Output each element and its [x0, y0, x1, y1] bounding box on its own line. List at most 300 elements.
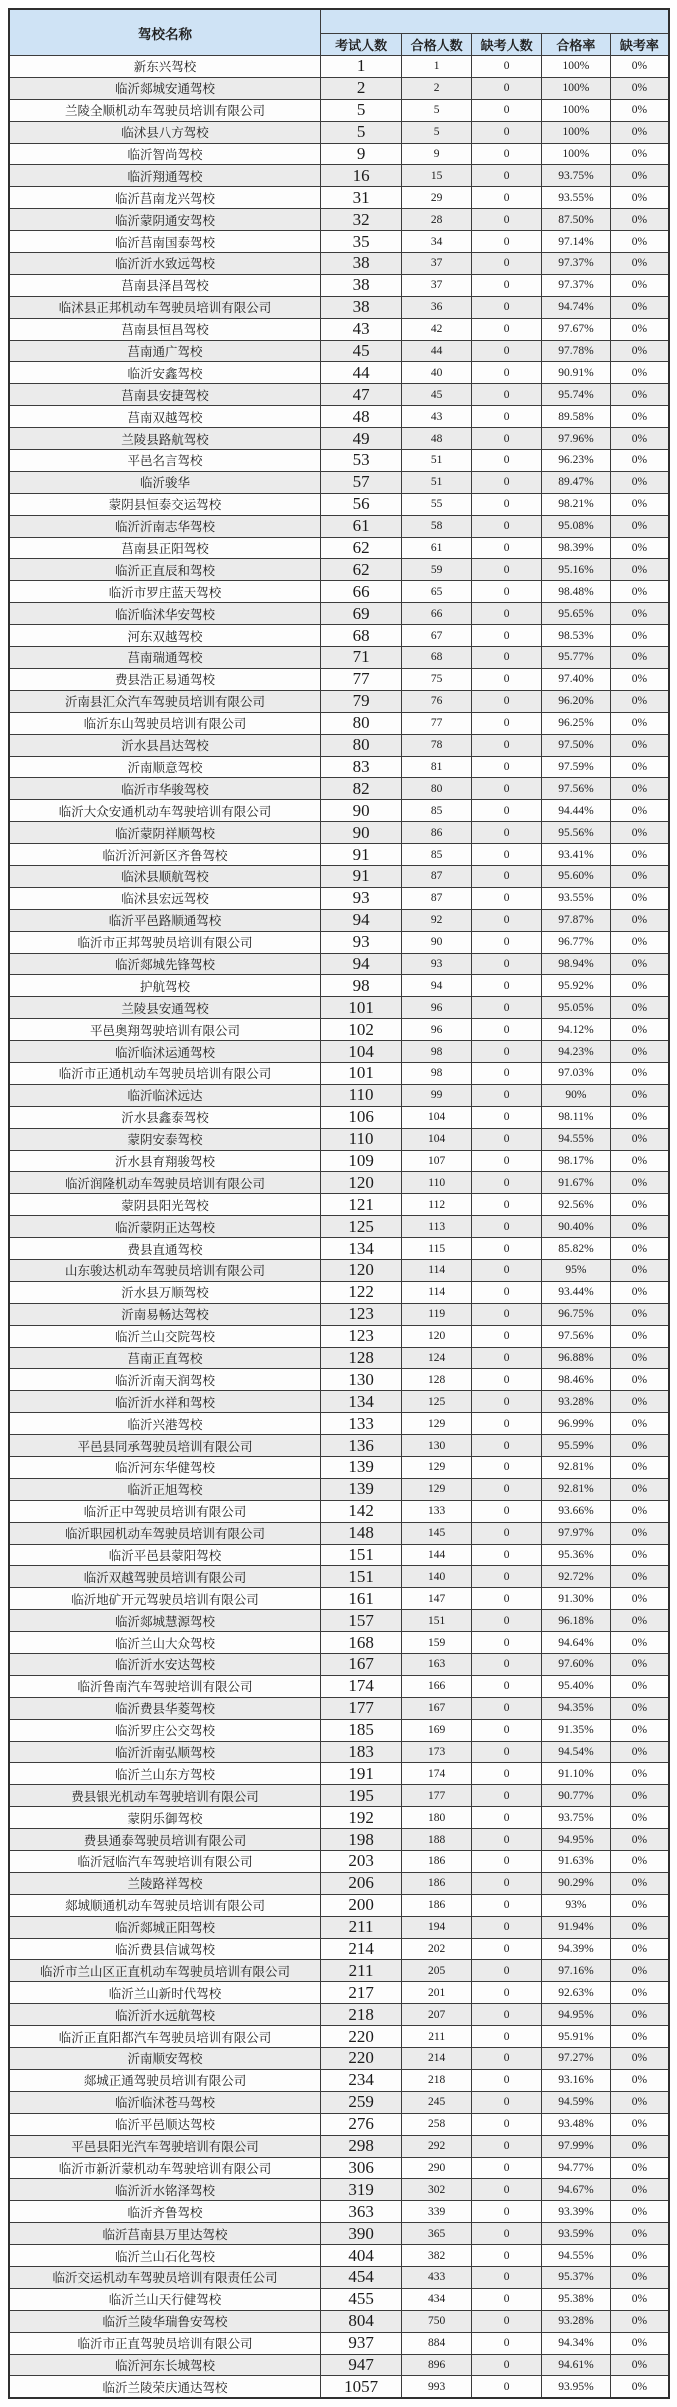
- pass-rate-cell: 95%: [542, 1259, 611, 1281]
- pass-rate-cell: 94.95%: [542, 1829, 611, 1851]
- pass-rate-cell: 98.11%: [542, 1106, 611, 1128]
- absent-count-cell: 0: [472, 1851, 542, 1873]
- table-row: [9, 756, 669, 778]
- pass-rate-cell: 93.16%: [542, 2069, 611, 2091]
- absent-count-cell: 0: [472, 209, 542, 231]
- pass-rate-cell: 93.95%: [542, 2376, 611, 2398]
- school-name-cell: 临沂职园机动车驾驶员培训有限公司: [9, 1522, 321, 1544]
- pass-count-cell: 110: [402, 1172, 472, 1194]
- absent-count-cell: 0: [472, 581, 542, 603]
- table-row: [9, 121, 669, 143]
- absent-rate-cell: 0%: [610, 1719, 669, 1741]
- school-name-cell: 临沂兰陵荣庆通达驾校: [9, 2376, 321, 2398]
- absent-rate-cell: 0%: [610, 1325, 669, 1347]
- absent-rate-cell: 0%: [610, 1960, 669, 1982]
- exam-count-cell: 71: [321, 647, 402, 669]
- absent-count-cell: 0: [472, 1303, 542, 1325]
- pass-rate-cell: 95.36%: [542, 1544, 611, 1566]
- pass-count-cell: 68: [402, 647, 472, 669]
- exam-count-cell: 94: [321, 953, 402, 975]
- pass-count-cell: 40: [402, 362, 472, 384]
- table-row: [9, 1916, 669, 1938]
- exam-count-cell: 947: [321, 2354, 402, 2376]
- table-row: [9, 953, 669, 975]
- pass-rate-cell: 94.44%: [542, 800, 611, 822]
- pass-count-cell: 34: [402, 231, 472, 253]
- pass-count-cell: 166: [402, 1675, 472, 1697]
- school-name-cell: 临沂沂河新区齐鲁驾校: [9, 844, 321, 866]
- pass-rate-cell: 94.61%: [542, 2354, 611, 2376]
- table-row: [9, 690, 669, 712]
- exam-count-cell: 82: [321, 778, 402, 800]
- absent-rate-cell: 0%: [610, 2179, 669, 2201]
- exam-count-cell: 47: [321, 384, 402, 406]
- school-name-cell: 费县直通驾校: [9, 1238, 321, 1260]
- table-row: [9, 2091, 669, 2113]
- absent-rate-cell: 0%: [610, 1500, 669, 1522]
- exam-count-cell: 167: [321, 1654, 402, 1676]
- exam-count-cell: 319: [321, 2179, 402, 2201]
- absent-count-cell: 0: [472, 1500, 542, 1522]
- school-name-cell: 临沭县宏远驾校: [9, 887, 321, 909]
- exam-count-cell: 142: [321, 1500, 402, 1522]
- absent-rate-cell: 0%: [610, 209, 669, 231]
- pass-count-cell: 120: [402, 1325, 472, 1347]
- pass-rate-cell: 96.25%: [542, 712, 611, 734]
- absent-count-cell: 0: [472, 515, 542, 537]
- absent-rate-cell: 0%: [610, 1566, 669, 1588]
- absent-rate-cell: 0%: [610, 712, 669, 734]
- exam-count-cell: 211: [321, 1916, 402, 1938]
- pass-rate-cell: 94.67%: [542, 2179, 611, 2201]
- absent-count-cell: 0: [472, 56, 542, 78]
- exam-count-cell: 134: [321, 1238, 402, 1260]
- pass-rate-cell: 94.64%: [542, 1632, 611, 1654]
- table-row: [9, 384, 669, 406]
- school-name-cell: 临沂市兰山区正直机动车驾驶员培训有限公司: [9, 1960, 321, 1982]
- absent-rate-cell: 0%: [610, 99, 669, 121]
- absent-rate-cell: 0%: [610, 384, 669, 406]
- school-name-cell: 莒南县正阳驾校: [9, 537, 321, 559]
- pass-count-cell: 434: [402, 2288, 472, 2310]
- pass-rate-cell: 95.38%: [542, 2288, 611, 2310]
- exam-count-cell: 218: [321, 2004, 402, 2026]
- table-row: [9, 2288, 669, 2310]
- pass-count-cell: 96: [402, 1019, 472, 1041]
- table-row: [9, 975, 669, 997]
- school-name-cell: 临沂正旭驾校: [9, 1478, 321, 1500]
- pass-rate-cell: 96.75%: [542, 1303, 611, 1325]
- table-row: [9, 1457, 669, 1479]
- exam-count-cell: 94: [321, 909, 402, 931]
- absent-count-cell: 0: [472, 559, 542, 581]
- exam-count-cell: 217: [321, 1982, 402, 2004]
- pass-count-cell: 140: [402, 1566, 472, 1588]
- absent-rate-cell: 0%: [610, 1829, 669, 1851]
- table-row: [9, 2332, 669, 2354]
- exam-count-cell: 455: [321, 2288, 402, 2310]
- absent-rate-cell: 0%: [610, 2026, 669, 2048]
- absent-rate-cell: 0%: [610, 603, 669, 625]
- absent-rate-cell: 0%: [610, 1938, 669, 1960]
- absent-count-cell: 0: [472, 1019, 542, 1041]
- pass-count-cell: 78: [402, 734, 472, 756]
- exam-count-cell: 206: [321, 1872, 402, 1894]
- exam-count-cell: 101: [321, 1062, 402, 1084]
- school-name-cell: 莒南瑞通驾校: [9, 647, 321, 669]
- absent-count-cell: 0: [472, 668, 542, 690]
- school-name-cell: 临沂临沭华安驾校: [9, 603, 321, 625]
- pass-count-cell: 75: [402, 668, 472, 690]
- exam-count-cell: 122: [321, 1281, 402, 1303]
- pass-rate-cell: 92.81%: [542, 1457, 611, 1479]
- exam-count-cell: 139: [321, 1457, 402, 1479]
- pass-rate-cell: 95.56%: [542, 822, 611, 844]
- absent-count-cell: 0: [472, 690, 542, 712]
- absent-rate-cell: 0%: [610, 1084, 669, 1106]
- absent-rate-cell: 0%: [610, 559, 669, 581]
- school-name-cell: 临沂智尚驾校: [9, 143, 321, 165]
- pass-rate-cell: 93.55%: [542, 887, 611, 909]
- table-row: [9, 143, 669, 165]
- pass-count-cell: 45: [402, 384, 472, 406]
- pass-count-cell: 145: [402, 1522, 472, 1544]
- school-name-cell: 护航驾校: [9, 975, 321, 997]
- absent-count-cell: 0: [472, 909, 542, 931]
- school-name-cell: 临沂沂南弘顺驾校: [9, 1741, 321, 1763]
- exam-count-cell: 198: [321, 1829, 402, 1851]
- school-name-cell: 临沂沂水祥和驾校: [9, 1391, 321, 1413]
- absent-rate-cell: 0%: [610, 1216, 669, 1238]
- school-name-cell: 临沂翔通驾校: [9, 165, 321, 187]
- absent-rate-cell: 0%: [610, 778, 669, 800]
- pass-rate-cell: 94.59%: [542, 2091, 611, 2113]
- table-body: [9, 56, 669, 2399]
- pass-count-cell: 48: [402, 428, 472, 450]
- pass-rate-cell: 95.37%: [542, 2266, 611, 2288]
- absent-count-cell: 0: [472, 1041, 542, 1063]
- school-name-cell: 临沂正直阳都汽车驾驶员培训有限公司: [9, 2026, 321, 2048]
- absent-rate-cell: 0%: [610, 77, 669, 99]
- pass-count-cell: 66: [402, 603, 472, 625]
- pass-rate-cell: 94.34%: [542, 2332, 611, 2354]
- school-name-cell: 临沂鲁南汽车驾驶培训有限公司: [9, 1675, 321, 1697]
- absent-count-cell: 0: [472, 1872, 542, 1894]
- pass-count-cell: 186: [402, 1872, 472, 1894]
- pass-rate-cell: 94.74%: [542, 296, 611, 318]
- table-row: [9, 712, 669, 734]
- absent-count-cell: 0: [472, 143, 542, 165]
- absent-rate-cell: 0%: [610, 931, 669, 953]
- absent-count-cell: 0: [472, 1916, 542, 1938]
- absent-rate-cell: 0%: [610, 1675, 669, 1697]
- school-name-cell: 临沂齐鲁驾校: [9, 2201, 321, 2223]
- pass-count-cell: 151: [402, 1610, 472, 1632]
- pass-rate-cell: 93.28%: [542, 2310, 611, 2332]
- absent-rate-cell: 0%: [610, 953, 669, 975]
- pass-rate-cell: 95.65%: [542, 603, 611, 625]
- exam-count-cell: 214: [321, 1938, 402, 1960]
- pass-rate-cell: 98.53%: [542, 625, 611, 647]
- exam-count-cell: 109: [321, 1150, 402, 1172]
- table-row: [9, 2135, 669, 2157]
- absent-count-cell: 0: [472, 1413, 542, 1435]
- table-row: [9, 2004, 669, 2026]
- table-row: [9, 165, 669, 187]
- pass-rate-cell: 90.77%: [542, 1785, 611, 1807]
- exam-count-cell: 123: [321, 1325, 402, 1347]
- school-name-cell: 临沂罗庄公交驾校: [9, 1719, 321, 1741]
- absent-count-cell: 0: [472, 1172, 542, 1194]
- pass-rate-cell: 100%: [542, 77, 611, 99]
- absent-count-cell: 0: [472, 2354, 542, 2376]
- pass-rate-cell: 97.03%: [542, 1062, 611, 1084]
- pass-count-cell: 194: [402, 1916, 472, 1938]
- table-row: [9, 1807, 669, 1829]
- absent-count-cell: 0: [472, 822, 542, 844]
- absent-rate-cell: 0%: [610, 143, 669, 165]
- table-row: [9, 2245, 669, 2267]
- pass-count-cell: 129: [402, 1413, 472, 1435]
- exam-count-cell: 44: [321, 362, 402, 384]
- table-row: [9, 887, 669, 909]
- absent-rate-cell: 0%: [610, 800, 669, 822]
- absent-count-cell: 0: [472, 1807, 542, 1829]
- absent-count-cell: 0: [472, 2179, 542, 2201]
- absent-rate-cell: 0%: [610, 865, 669, 887]
- pass-rate-cell: 95.05%: [542, 997, 611, 1019]
- table-row: [9, 1785, 669, 1807]
- absent-count-cell: 0: [472, 471, 542, 493]
- absent-rate-cell: 0%: [610, 406, 669, 428]
- school-name-cell: 费县银光机动车驾驶培训有限公司: [9, 1785, 321, 1807]
- pass-rate-cell: 91.67%: [542, 1172, 611, 1194]
- absent-rate-cell: 0%: [610, 2266, 669, 2288]
- pass-count-cell: 37: [402, 253, 472, 275]
- absent-count-cell: 0: [472, 1741, 542, 1763]
- absent-count-cell: 0: [472, 2091, 542, 2113]
- pass-count-cell: 218: [402, 2069, 472, 2091]
- absent-count-cell: 0: [472, 1391, 542, 1413]
- table-row: [9, 1238, 669, 1260]
- exam-count-cell: 2: [321, 77, 402, 99]
- pass-rate-cell: 95.16%: [542, 559, 611, 581]
- exam-count-cell: 161: [321, 1588, 402, 1610]
- absent-rate-cell: 0%: [610, 1478, 669, 1500]
- exam-count-cell: 183: [321, 1741, 402, 1763]
- pass-rate-cell: 94.95%: [542, 2004, 611, 2026]
- absent-rate-cell: 0%: [610, 647, 669, 669]
- exam-count-cell: 1: [321, 56, 402, 78]
- pass-rate-cell: 90.29%: [542, 1872, 611, 1894]
- pass-rate-cell: 92.63%: [542, 1982, 611, 2004]
- exam-count-cell: 454: [321, 2266, 402, 2288]
- absent-count-cell: 0: [472, 1829, 542, 1851]
- absent-count-cell: 0: [472, 2069, 542, 2091]
- pass-count-cell: 124: [402, 1347, 472, 1369]
- table-row: [9, 362, 669, 384]
- pass-rate-cell: 97.27%: [542, 2048, 611, 2070]
- table-row: [9, 1872, 669, 1894]
- school-name-cell: 临沂沂水致远驾校: [9, 253, 321, 275]
- pass-rate-cell: 90%: [542, 1084, 611, 1106]
- pass-rate-cell: 96.20%: [542, 690, 611, 712]
- absent-count-cell: 0: [472, 296, 542, 318]
- absent-count-cell: 0: [472, 1062, 542, 1084]
- table-row: [9, 2113, 669, 2135]
- pass-rate-cell: 89.58%: [542, 406, 611, 428]
- pass-rate-cell: 90.40%: [542, 1216, 611, 1238]
- absent-count-cell: 0: [472, 493, 542, 515]
- exam-count-cell: 53: [321, 450, 402, 472]
- pass-count-cell: 169: [402, 1719, 472, 1741]
- pass-count-cell: 81: [402, 756, 472, 778]
- absent-count-cell: 0: [472, 1369, 542, 1391]
- absent-count-cell: 0: [472, 2201, 542, 2223]
- absent-rate-cell: 0%: [610, 625, 669, 647]
- absent-rate-cell: 0%: [610, 2376, 669, 2398]
- absent-rate-cell: 0%: [610, 690, 669, 712]
- school-name-cell: 兰陵县路航驾校: [9, 428, 321, 450]
- table-row: [9, 2048, 669, 2070]
- absent-rate-cell: 0%: [610, 231, 669, 253]
- table-row: [9, 1763, 669, 1785]
- absent-count-cell: 0: [472, 887, 542, 909]
- table-row: [9, 2179, 669, 2201]
- absent-rate-cell: 0%: [610, 362, 669, 384]
- table-row: [9, 2069, 669, 2091]
- absent-rate-cell: 0%: [610, 1019, 669, 1041]
- exam-count-cell: 804: [321, 2310, 402, 2332]
- table-row: [9, 187, 669, 209]
- absent-rate-cell: 0%: [610, 1413, 669, 1435]
- absent-rate-cell: 0%: [610, 1194, 669, 1216]
- table-row: [9, 1675, 669, 1697]
- school-name-cell: 莒南双越驾校: [9, 406, 321, 428]
- absent-rate-cell: 0%: [610, 296, 669, 318]
- pass-count-cell: 29: [402, 187, 472, 209]
- exam-count-cell: 203: [321, 1851, 402, 1873]
- school-name-cell: 临沂冠临汽车驾驶培训有限公司: [9, 1851, 321, 1873]
- school-name-cell: 费县浩正易通驾校: [9, 668, 321, 690]
- school-name-cell: 莒南县恒昌驾校: [9, 318, 321, 340]
- pass-rate-cell: 97.16%: [542, 1960, 611, 1982]
- school-name-cell: 临沂平邑县蒙阳驾校: [9, 1544, 321, 1566]
- pass-rate-cell: 91.63%: [542, 1851, 611, 1873]
- exam-count-cell: 83: [321, 756, 402, 778]
- pass-count-cell: 750: [402, 2310, 472, 2332]
- exam-count-cell: 211: [321, 1960, 402, 1982]
- pass-count-cell: 177: [402, 1785, 472, 1807]
- absent-count-cell: 0: [472, 1960, 542, 1982]
- absent-rate-cell: 0%: [610, 997, 669, 1019]
- pass-rate-cell: 95.08%: [542, 515, 611, 537]
- pass-count-cell: 43: [402, 406, 472, 428]
- table-row: [9, 1041, 669, 1063]
- absent-rate-cell: 0%: [610, 274, 669, 296]
- pass-rate-cell: 97.67%: [542, 318, 611, 340]
- exam-count-cell: 259: [321, 2091, 402, 2113]
- table-row: [9, 1741, 669, 1763]
- pass-count-cell: 114: [402, 1259, 472, 1281]
- absent-count-cell: 0: [472, 953, 542, 975]
- school-name-cell: 沂水县育翔骏驾校: [9, 1150, 321, 1172]
- table-row: [9, 1588, 669, 1610]
- school-name-cell: 兰陵全顺机动车驾驶员培训有限公司: [9, 99, 321, 121]
- pass-rate-cell: 98.94%: [542, 953, 611, 975]
- pass-count-cell: 86: [402, 822, 472, 844]
- pass-count-cell: 113: [402, 1216, 472, 1238]
- exam-count-cell: 16: [321, 165, 402, 187]
- absent-rate-cell: 0%: [610, 1894, 669, 1916]
- exam-count-cell: 306: [321, 2157, 402, 2179]
- school-name-cell: 临沂平邑顺达驾校: [9, 2113, 321, 2135]
- pass-rate-cell: 96.77%: [542, 931, 611, 953]
- absent-rate-cell: 0%: [610, 471, 669, 493]
- pass-count-cell: 159: [402, 1632, 472, 1654]
- pass-count-cell: 1: [402, 56, 472, 78]
- pass-count-cell: 87: [402, 887, 472, 909]
- school-name-cell: 临沂市正通机动车驾驶员培训有限公司: [9, 1062, 321, 1084]
- pass-count-cell: 112: [402, 1194, 472, 1216]
- school-name-cell: 平邑奥翔驾驶培训有限公司: [9, 1019, 321, 1041]
- pass-rate-cell: 91.10%: [542, 1763, 611, 1785]
- school-name-cell: 临沂临沭远达: [9, 1084, 321, 1106]
- pass-count-cell: 202: [402, 1938, 472, 1960]
- absent-count-cell: 0: [472, 99, 542, 121]
- absent-count-cell: 0: [472, 2135, 542, 2157]
- table-row: [9, 734, 669, 756]
- school-name-cell: 临沂郯城安通驾校: [9, 77, 321, 99]
- school-name-cell: 沂水县昌达驾校: [9, 734, 321, 756]
- absent-count-cell: 0: [472, 1675, 542, 1697]
- pass-rate-cell: 100%: [542, 56, 611, 78]
- absent-count-cell: 0: [472, 2223, 542, 2245]
- exam-count-cell: 168: [321, 1632, 402, 1654]
- absent-count-cell: 0: [472, 231, 542, 253]
- pass-count-cell: 59: [402, 559, 472, 581]
- absent-count-cell: 0: [472, 1128, 542, 1150]
- exam-count-cell: 80: [321, 734, 402, 756]
- exam-count-cell: 110: [321, 1128, 402, 1150]
- table-row: [9, 1347, 669, 1369]
- pass-count-cell: 98: [402, 1041, 472, 1063]
- school-name-cell: 临沂双越驾驶员培训有限公司: [9, 1566, 321, 1588]
- table-row: [9, 1829, 669, 1851]
- pass-rate-cell: 97.37%: [542, 253, 611, 275]
- exam-count-cell: 49: [321, 428, 402, 450]
- pass-count-cell: 167: [402, 1697, 472, 1719]
- pass-rate-cell: 91.94%: [542, 1916, 611, 1938]
- pass-rate-cell: 93.66%: [542, 1500, 611, 1522]
- table-row: [9, 99, 669, 121]
- pass-rate-cell: 93.75%: [542, 1807, 611, 1829]
- absent-count-cell: 0: [472, 428, 542, 450]
- absent-count-cell: 0: [472, 2245, 542, 2267]
- absent-count-cell: 0: [472, 362, 542, 384]
- absent-count-cell: 0: [472, 274, 542, 296]
- pass-count-cell: 302: [402, 2179, 472, 2201]
- school-name-cell: 临沂兰陵华瑞鲁安驾校: [9, 2310, 321, 2332]
- exam-count-cell: 48: [321, 406, 402, 428]
- exam-count-cell: 937: [321, 2332, 402, 2354]
- exam-count-cell: 45: [321, 340, 402, 362]
- pass-count-cell: 98: [402, 1062, 472, 1084]
- pass-rate-cell: 94.55%: [542, 2245, 611, 2267]
- pass-count-cell: 186: [402, 1894, 472, 1916]
- absent-rate-cell: 0%: [610, 1610, 669, 1632]
- pass-count-cell: 85: [402, 800, 472, 822]
